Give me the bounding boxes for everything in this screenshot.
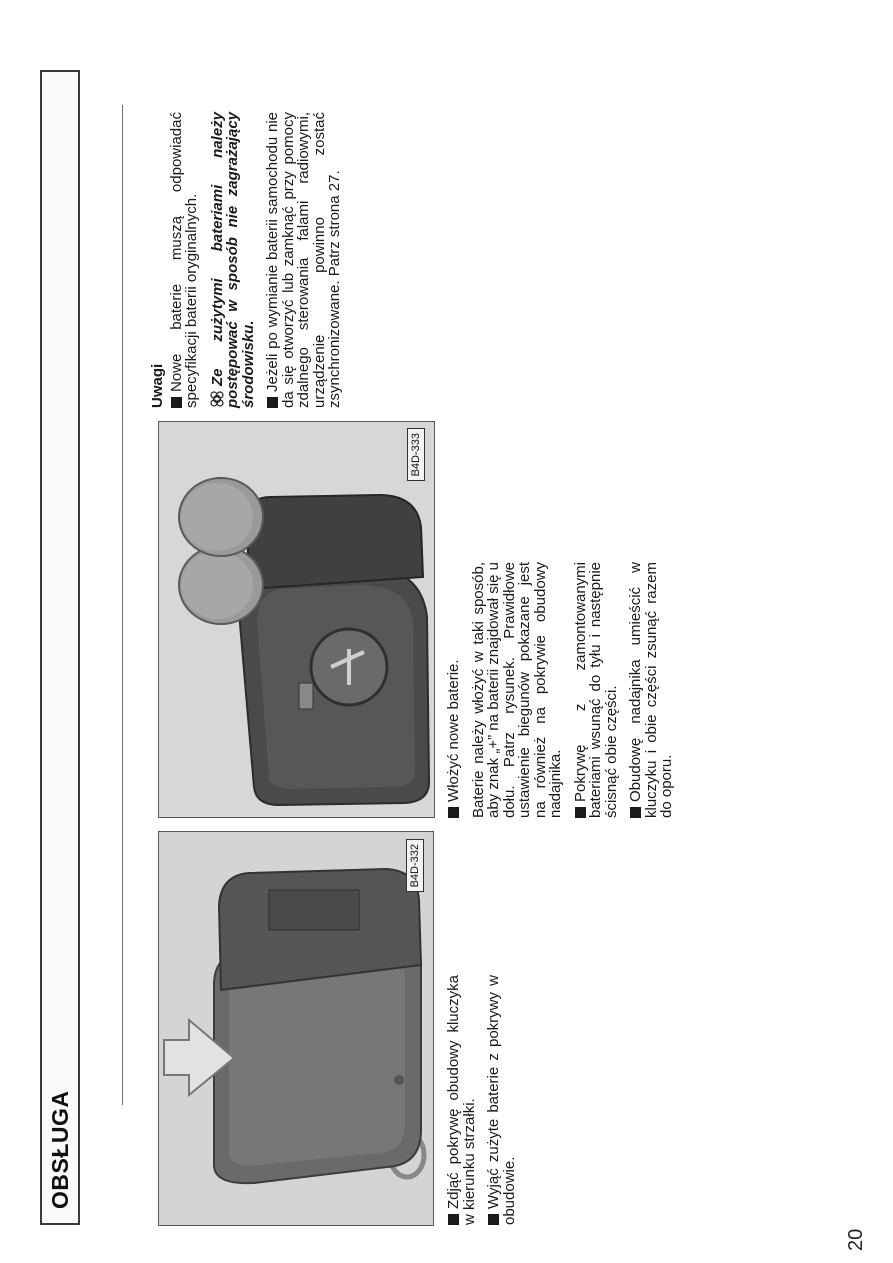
- page-number: 20: [845, 1228, 867, 1251]
- environment-note: [209, 112, 257, 408]
- list-item: Jeżeli po wymianie baterii samochodu nie da się otworzyć lub zamknąć przy pomocy zdalnego sterowania falami radiowymi, urządzenie powinno zostać zsynchronizowane. Patrz strona 27.: [264, 112, 343, 408]
- batteries-illustration: [159, 421, 435, 817]
- list-item: Wyjąć zużyte baterie z pokrywy w obudowie.: [485, 975, 518, 1225]
- list-item: Nowe baterie muszą odpowiadać specyfikacji baterii oryginalnych.: [167, 112, 200, 408]
- page-title: OBSŁUGA: [47, 1090, 73, 1209]
- list-item: Zdjąć pokrywę obudowy kluczyka w kierunku strzałki.: [445, 975, 478, 1225]
- header-rule: [122, 105, 123, 1105]
- instruction-paragraph: Baterie należy włożyć w taki sposób, aby znak „+” na baterii znajdował się u dołu. Patrz rysunek. Prawidłowe ustawienie biegunów pokazane jest na również na pokrywie obudowy nadajnika.: [469, 562, 564, 818]
- left-column: [446, 975, 526, 1225]
- figure-label: B4D-332: [406, 839, 424, 892]
- notes-section: [150, 112, 352, 408]
- list-item: Pokrywę z zamontowanymi bateriami wsunąć do tyłu i następnie ścisnąć obie części.: [571, 562, 620, 818]
- environment-text: Ze zużytymi bateriami należy postępować w sposób nie zagrażający środowisku.: [208, 112, 257, 408]
- key-cover-illustration: [159, 831, 434, 1225]
- header-box: [40, 70, 80, 1225]
- figure-key-cover: [158, 831, 434, 1226]
- environment-icon: [209, 390, 225, 408]
- middle-column: [446, 562, 684, 818]
- list-item: Włożyć nowe baterie.: [446, 562, 462, 818]
- figure-batteries: [158, 421, 435, 818]
- notes-heading: Uwagi: [149, 363, 166, 408]
- figure-label: B4D-333: [407, 428, 425, 481]
- list-item: Obudowę nadajnika umieścić w kluczyku i obie części zsunąć razem do oporu.: [627, 562, 675, 818]
